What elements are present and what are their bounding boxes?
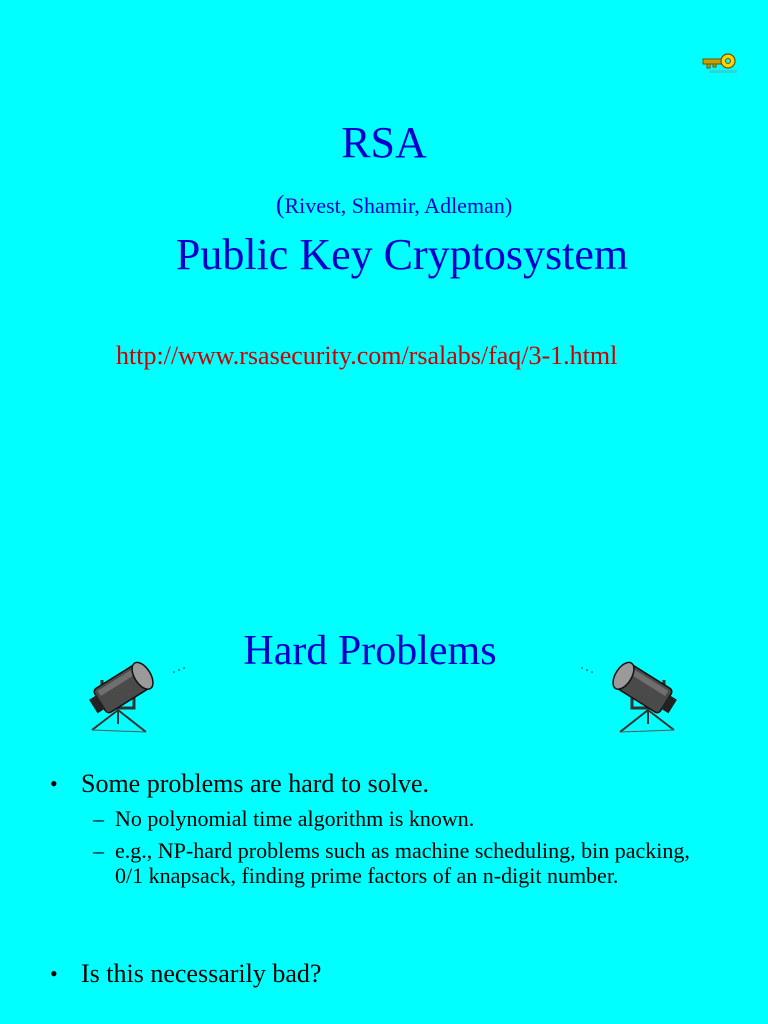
slide-title: RSA [341,118,427,167]
bullet-dot: • [50,961,58,986]
subtitle-open-paren: ( [275,190,285,219]
bullet-text: Some problems are hard to solve. [81,769,430,798]
slide-title-secondary: Public Key Cryptosystem [175,230,629,279]
reference-link[interactable]: http://www.rsasecurity.com/rsalabs/faq/3-1.html [116,341,618,370]
bullet-item [50,958,730,990]
sub-bullet-text: No polynomial time algorithm is known. [115,806,475,831]
subtitle-text: Rivest, Shamir, Adleman) [284,193,513,218]
bullet-item [50,768,730,800]
bullet-text: Is this necessarily bad? [81,959,322,988]
key-icon [701,50,739,81]
sub-bullet-text: e.g., NP-hard problems such as machine scheduling, bin packing, 0/1 knapsack, finding prime factors of an n-digit number. [115,838,690,888]
sub-bullet-dash: – [93,806,104,831]
section-title: Hard Problems [243,628,497,674]
sub-bullet-item [93,806,733,832]
sub-bullet-item [93,838,733,918]
slide-subtitle [0,190,768,221]
bullet-dot: • [50,771,58,796]
sub-bullet-dash: – [93,838,104,863]
